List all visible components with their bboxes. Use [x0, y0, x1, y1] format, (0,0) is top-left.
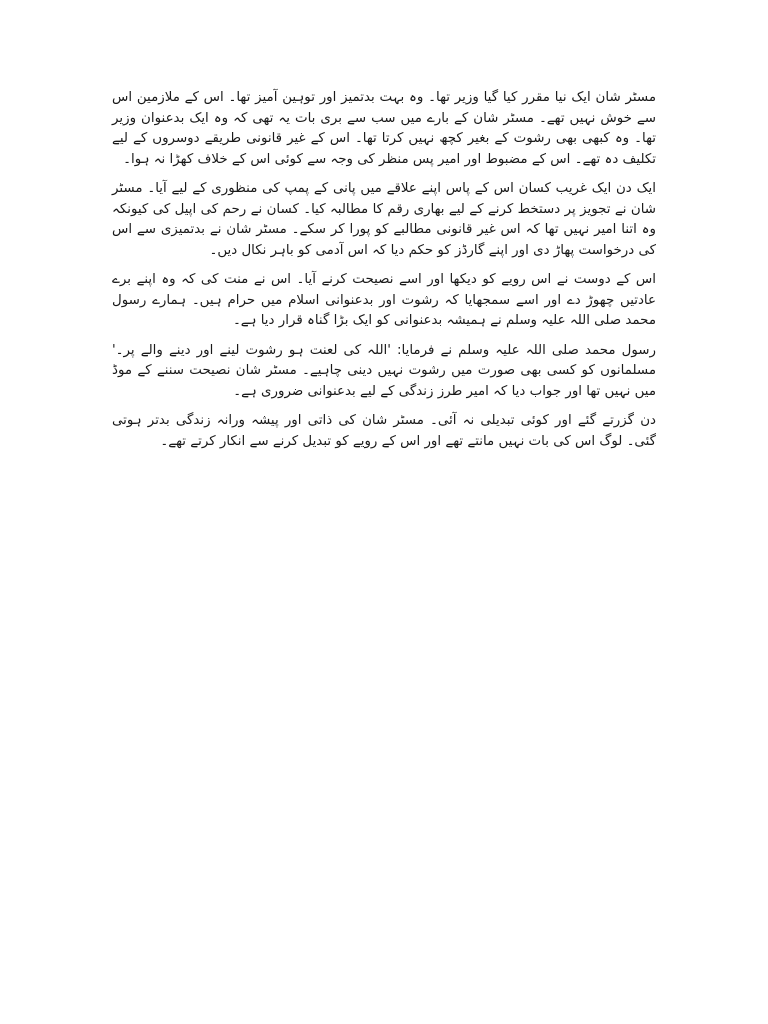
paragraph-5: دن گزرتے گئے اور کوئی تبدیلی نہ آئی۔ مسٹر شان کی ذاتی اور پیشہ ورانہ زندگی بدتر ہوتی گئی۔ لوگ اس کی بات نہیں مانتے تھے اور اس کے رویے کو تبدیل کرنے سے انکار کرتے تھے۔ [112, 413, 656, 449]
document-body [112, 88, 656, 461]
paragraph-2: ایک دن ایک غریب کسان اس کے پاس اپنے علاقے میں پانی کے پمپ کی منظوری کے لیے آیا۔ مسٹر شان نے تجویز پر دستخط کرنے کے لیے بھاری رقم کا مطالبہ کیا۔ کسان نے رحم کی اپیل کی کیونکہ وہ اتنا امیر نہیں تھا کہ اس غیر قانونی مطالبے کو پورا کر سکے۔ مسٹر شان نے بدتمیزی سے اس کی درخواست پھاڑ دی اور اپنے گارڈز کو حکم دیا کہ اس آدمی کو باہر نکال دیں۔ [112, 181, 656, 258]
paragraph-4: رسول محمد صلی اللہ علیہ وسلم نے فرمایا: 'اللہ کی لعنت ہو رشوت لینے اور دینے والے پر۔' مسلمانوں کو کسی بھی صورت میں رشوت نہیں دینی چاہیے۔ مسٹر شان نصیحت سننے کے موڈ میں نہیں تھا اور جواب دیا کہ امیر طرز زندگی کے لیے بدعنوانی ضروری ہے۔ [112, 342, 656, 399]
paragraph-3: اس کے دوست نے اس رویے کو دیکھا اور اسے نصیحت کرنے آیا۔ اس نے منت کی کہ وہ اپنے برے عادتیں چھوڑ دے اور اسے سمجھایا کہ رشوت اور بدعنوانی اسلام میں حرام ہیں۔ ہمارے رسول محمد صلی اللہ علیہ وسلم نے ہمیشہ بدعنوانی کو ایک بڑا گناہ قرار دیا ہے۔ [112, 272, 656, 328]
paragraph-1: مسٹر شان ایک نیا مقرر کیا گیا وزیر تھا۔ وہ بہت بدتمیز اور توہین آمیز تھا۔ اس کے ملازمین اس سے خوش نہیں تھے۔ مسٹر شان کے بارے میں سب سے بری بات یہ تھی کہ وہ ایک بدعنوان وزیر تھا۔ وہ کبھی بھی رشوت کے بغیر کچھ نہیں کرتا تھا۔ اس کے غیر قانونی طریقے دوسروں کے لیے تکلیف دہ تھے۔ اس کے مضبوط اور امیر پس منظر کی وجہ سے کوئی اس کے خلاف کھڑا نہ ہوا۔ [112, 90, 656, 167]
